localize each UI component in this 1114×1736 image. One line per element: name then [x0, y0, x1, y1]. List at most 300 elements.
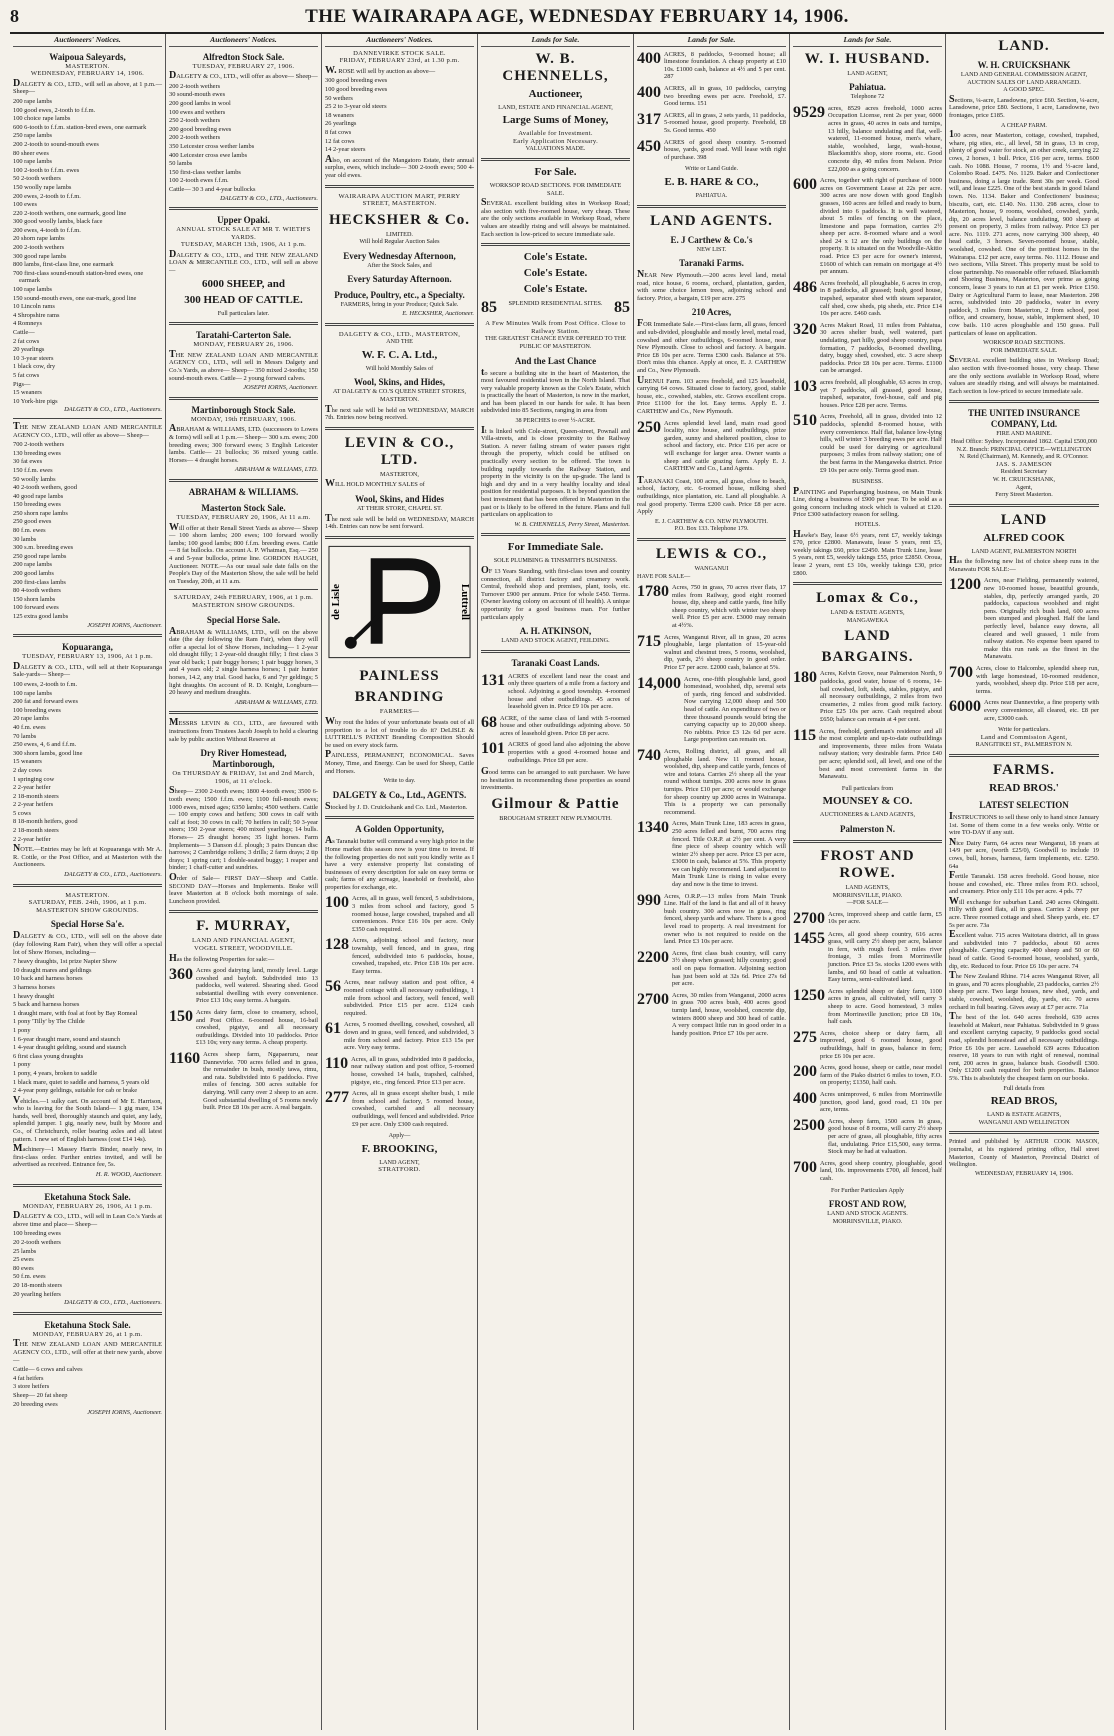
- stock-item: 100 breeding ewes: [13, 706, 61, 714]
- column-2: [166, 34, 322, 1730]
- ad-body: After the Stock Sales, and: [367, 261, 432, 269]
- sale-text: Acres, 5 roomed dwelling, cowshed, cowshed, all down and in grass, well fenced, and subdivided, 3 mile from school and factory. Price £13 15s per acre. Very easy terms.: [344, 1021, 474, 1052]
- stock-item: 300 good rape lambs: [13, 252, 67, 260]
- column-4: [478, 34, 634, 1730]
- sale-number: 14,000: [637, 674, 681, 692]
- sale-entry: [325, 937, 474, 975]
- column-header: Lands for Sale.: [637, 34, 786, 47]
- sale-entry: [949, 665, 1099, 695]
- column-3: [322, 34, 478, 1730]
- sale-entry: [793, 1160, 942, 1183]
- sale-entry: [637, 139, 786, 162]
- ad-body: Head Office: Sydney. Incorporated 1862. Capital £500,000: [950, 437, 1098, 445]
- sale-text: Acres, Rolling district, all grass, and all ploughable land. New 11 roomed house, woolshed, dip, sheep and cattle yards, fences of wire and totara. Carries 2½ sheep all the year round without turnips. 200 acres now in grass turnips. Price £10 per acre; or would exchange for sheep country up 2000 acres in Wairarapa. This is a property we can personally recommend.: [664, 747, 786, 816]
- ad-subtitle: LAND & ESTATE AGENTS,: [986, 1111, 1062, 1119]
- stock-item: 200 2-tooth wethers: [13, 244, 65, 252]
- sale-text: ACRES of excellent land near the coast and only three quarters of a mile from a factory and school. Adjoining a good township. 4-roomed house and other outbuildings. 45 acres of leasehold given in. Price £9 10s per acre.: [508, 672, 630, 711]
- ad-place: MASTERTON.: [65, 62, 110, 70]
- sale-list: [793, 105, 942, 474]
- ad-body: OF 13 Years Standing, with first-class town and country connection, all district factory and creamery work. Central, freehold shop and premises, plant, tools, etc. Turnover £900 per annum. Price for whole £450. Terms. (Owner leaving colony on account of ill health). A unique opportunity for a good business man. For further particulars apply: [481, 564, 630, 621]
- ad-firm: MOUNSEY & CO.: [822, 795, 913, 808]
- stock-item: 50 woolly lambs: [13, 475, 56, 483]
- ad-body: As Taranaki butter will command a very high price in the Home market this season now is your time to invest. If the following properties do not suit you kindly write as I have a very extensive property list consisting of businesses of every description for sale on easy terms or cash; farms of any acreage, leasehold or freehold, also properties for exchange, etc.: [325, 835, 474, 891]
- sale-number: 400: [637, 49, 661, 67]
- ad-place: MANGAWEKA: [846, 616, 889, 624]
- stock-item: 200 2-tooth to sound-mouth ewes: [13, 140, 99, 148]
- ad-signature: JAS. S. JAMESON: [995, 460, 1053, 468]
- divider: [13, 1312, 162, 1315]
- divider: [637, 538, 786, 541]
- sale-number: 61: [325, 1020, 341, 1038]
- stock-item: 3 harness horses: [13, 983, 55, 991]
- ad-body: N. Reid (Chairman), M. Kennedy, and R. O'Connor.: [959, 453, 1089, 461]
- stock-item: 80 ewes: [13, 1264, 34, 1272]
- ad-signature: E. J. CARTHEW & CO. NEW PLYMOUTH.: [655, 517, 768, 525]
- ad-subtitle: BUSINESS.: [852, 478, 883, 486]
- stock-item: 150 f.f.m. ewes: [13, 466, 53, 474]
- stock-item: 26 yearlings: [325, 120, 357, 128]
- column-6: [790, 34, 946, 1730]
- stock-item: 200 good lambs in wool: [169, 99, 231, 107]
- sale-text: acres freehold, all ploughable, 63 acres in crop, yet 7 paddocks, all grassed, good house, trapshed, separator, fowl-house, calf and pig houses. Price £28 per acre. Terms.: [820, 378, 942, 409]
- ad-subtitle: Auctioneer,: [528, 87, 583, 100]
- ad-body: Write to day.: [383, 777, 416, 785]
- stock-item: 200 fat and forward ewes: [13, 698, 78, 706]
- sale-entry: [949, 577, 1099, 661]
- ad-title: A Golden Opportunity,: [355, 824, 444, 835]
- ad-subtitle: Agent,: [1015, 483, 1033, 491]
- sale-entry: [325, 1090, 474, 1128]
- sale-number: 100: [325, 894, 349, 912]
- sale-text: Acres, all in grass, subdivided into 8 paddocks, near railway station and post office, 5-roomed house, cowshed 14 bails, trapshed, calfshed, pigstye, etc., ring fenced. Price £13 per acre.: [351, 1055, 474, 1086]
- divider: [949, 754, 1099, 757]
- ad-intro: INSTRUCTIONS to sell these only to hand since January 1st. Some of them come in a few weeks only. Write or wire TO-DAY if any suit.: [949, 810, 1099, 837]
- sale-text: Acres, sheep farm, 1500 acres in grass, good house of 8 rooms, will carry 2½ sheep per acre of grass, all ploughable, fifty acres flat, undulating. Price £15,500, easy terms. Stock may be had at valuation.: [828, 1117, 942, 1156]
- ad-body: SEVERAL excellent building sites in Worksop Road; also section with five-roomed house, very cheap. These are the only sections available in Worksop Road, where values are steadily rising and will always be maintained. Each section is low-priced to secure immediate sale.: [481, 197, 630, 238]
- ad-body: Write for particulars.: [998, 726, 1050, 734]
- stock-item: 250 shorn rape lambs: [13, 509, 68, 517]
- stock-item: 1 black mare, quiet to saddle and harness, 5 years old: [13, 1078, 150, 1086]
- sale-entry: [169, 1009, 318, 1047]
- ad-title: Upper Opaki.: [217, 215, 270, 226]
- ad-subtitle: ANNUAL STOCK SALE AT MR T. WIETH'S YARDS.: [176, 226, 311, 241]
- sale-text: Acres, improved sheep and cattle farm, £5 10s per acre.: [828, 910, 942, 926]
- sale-entry: [637, 420, 786, 473]
- divider: [949, 400, 1099, 403]
- ad-firm: DALGETY & Co., Ltd., AGENTS.: [332, 789, 467, 800]
- sale-text: Acres, near Fielding, permanently watered, new 10-roomed house, beautiful grounds, stables, dip, perfectly arranged yards, 20 paddocks, capacious woolshed and night pens. Originally rich bush land, 600 acres been stumped and ploughed. Half the land perfectly level, balance easy downs, all cleared and well grassed, 1 mile from railway station. No expense been spared to make this run rank as the finest in the Manawatu.: [984, 577, 1099, 661]
- sale-number: 277: [325, 1089, 349, 1107]
- ad-highlight: And the Last Chance: [514, 355, 597, 366]
- divider: [325, 536, 474, 539]
- sale-text: Acres, freehold, gentleman's residence and all the most complete and up-to-date outbuildings and improvements, three miles from Waiata railway station; very desirable farm. Price £40 per acre; splendid soil, all level, and one of the best and most convenient farms in the Manawatu.: [819, 727, 942, 781]
- sale-number: 110: [325, 1054, 349, 1072]
- ad-place: Ferry Street Masterton.: [995, 491, 1053, 499]
- column-1: [10, 34, 166, 1730]
- ad-intro: Has the following Properties for sale:—: [169, 952, 275, 964]
- ad-signature: FROST AND ROW,: [828, 1199, 907, 1210]
- stock-item: 18 weaners: [325, 111, 354, 119]
- stock-item: 20 breeding ewes: [13, 1400, 58, 1408]
- ad-body: Sections, ¼-acre, Lansdowne, price £60. Section, ¼-acre, Lansdowne, price £80. Sections, 1 acre, Lansdowne, two frontages, price £185.: [949, 93, 1099, 119]
- sale-number: 56: [325, 978, 341, 996]
- stock-item: 200 good breeding ewes: [169, 125, 232, 133]
- sale-number: 9529: [793, 103, 825, 121]
- ad-note: The next sale will be held on WEDNESDAY, MARCH 7th. Entries now being received.: [325, 403, 474, 422]
- stock-list: [13, 758, 162, 843]
- stock-label: Cattle—: [13, 329, 35, 336]
- divider: [169, 711, 318, 714]
- ad-date: FRIDAY, FEBRUARY 23rd, at 1.30 p.m.: [339, 57, 460, 65]
- sale-entry: [793, 670, 942, 723]
- ad-place: MASTERTON.: [65, 891, 110, 899]
- stock-item: 700 2-tooth wethers: [13, 441, 65, 449]
- sale-number: 2700: [637, 990, 669, 1008]
- stock-item: 4 fat heifers: [13, 1374, 44, 1382]
- sale-entry: [793, 177, 942, 276]
- stock-item: 2 2-year heifers: [13, 801, 54, 809]
- ad-place: AT THEIR STORE, CHAPEL ST.: [357, 505, 442, 512]
- ad-body: Will hold Regular Auction Sales: [359, 238, 440, 246]
- ad-place: RANGITIKEI ST., PALMERSTON N.: [975, 741, 1073, 749]
- sale-list: [637, 51, 786, 162]
- ad-firm: ALFRED COOK: [983, 531, 1065, 544]
- ad-subtitle: HOTELS.: [854, 521, 881, 529]
- stock-list: [13, 338, 162, 380]
- sale-entry: [481, 673, 630, 711]
- sale-text: Acres, all good sheep country, 616 acres grass, will carry 2½ sheep per acre, balance in fern, with rough feed. 3 miles river frontage, 3 miles from Morrinsville junction. Price £3 5s. stocks 1200 ewes with lambs, and 60 head of cattle at valuation. Easy terms, semi-cultivated land.: [828, 930, 942, 984]
- ad-body: Sheep— 2300 2-tooth ewes; 1800 4-tooth ewes; 3500 6-tooth ewes; 1500 f.f.m. ewes; 1100 full-mouth ewes; 1000 ewes, mixed ages; 6350 lambs; 4500 wethers. Cattle— 100 empty cows and heifers; 300 cows in calf with calf at foot; 30 cows in calf; 70 heifers in calf; 50 3-year steers; 150 2-year steers; 400 mixed yearlings; 14 bulls. Horses— 25 draught horses; 35 light horses. Farm Implements— 3 Danson d.f. plough; 3 pairs Duncan disc harrows; 2 Cambridge rollers; 3 drills; 2 farm drays; 2 tip drays; 1 spring cart; 1 double-seated buggy; 1 reaper and binder; 1 chaff-cutter and sundries.: [169, 785, 318, 872]
- ad-intro: THE NEW ZEALAND LOAN AND MERCANTILE AGENCY CO., LTD., will offer at their new yards, above—: [13, 1338, 162, 1364]
- ad-title: LAND: [844, 628, 891, 645]
- sale-entry: [949, 699, 1099, 722]
- stock-item: 25 lambs: [13, 1247, 37, 1255]
- ad-body: 100 acres, near Masterton, cottage, cowshed, trapshed, whare, pig sties, etc., all level, 58 in grass, 13 in crop, plenty of good water for stock, an other creek, carrying 22 cows, 2 horses, 1 bull. Price, £16 per acre, terms. £600 cash. No 1088. House, 7 rooms, 1½ and ½-acre land, Colombo Road. £475. No. 1129. Baker and Confectioner business, doing a large trade. Rent 30s per week. Good will, and lease £225. One of the best stands in good Island town. No. 1134. Baker and Confectioners' business; biscuits, cart, etc. £140. No. 1130. 298 acres, close to Masterton, house, 9 rooms, woolshed, cowshed, yards, dip, 20 acres level, balance undulating, 900 sheep at present on property, 3 miles from railway. Price £3 per acre. No. 1119. 271 acres, now carrying 300 sheep, 40 head cattle, 3 horses. Seven-roomed house, stable, woolshed, cowshed. One of the prettiest homes in the Wairarapa. £12 per acre, easy terms. No. 1112. House and two sections, Villa Street. This property must be sold to close partnership. No reasonable offer refused. Blacksmith and Shoeing Business, Masterton, over prime as going concern, lease 3 years to run at £1 per week. Price £150. Dairy or Agricultural Farm to lease, near Masterton. 298 acres, subdivided into 20 paddocks, water in every paddock, 3 miles from Masterton, 2 from school, post office, and creamery, house, stable, implement shed, 10 cow bails. 110 acres ploughable and 150 grass. Full particulars of lease on application.: [949, 129, 1100, 337]
- stock-item: 14 2-year steers: [325, 146, 366, 154]
- ad-date: MONDAY, 19th FEBRUARY, 1906.: [190, 415, 297, 423]
- ad-highlight: 210 Acres,: [691, 307, 732, 318]
- stock-item: 1 pony, 4 years, broken to saddle: [13, 1069, 98, 1077]
- ad-title: Masterton Stock Sale.: [201, 502, 286, 513]
- ad-subtitle: SOLE PLUMBING & TINSMITH'S BUSINESS.: [493, 557, 618, 565]
- sale-entry: [637, 748, 786, 816]
- stock-item: 10 Lincoln rams: [13, 303, 55, 311]
- stock-item: 100 ewes: [13, 201, 37, 209]
- ad-signature: DALGETY & CO., LTD., Auctioneers.: [64, 871, 162, 879]
- stock-item: 10 3-year steers: [13, 354, 54, 362]
- ad-title: DANNEVIRKE STOCK SALE.: [353, 49, 446, 57]
- sale-number: 180: [793, 669, 817, 687]
- ad-signature: ABRAHAM & WILLIAMS, LTD.: [234, 698, 318, 706]
- sale-number: 85: [614, 299, 630, 317]
- stock-item: 300 s.m. breeding ewes: [13, 544, 74, 552]
- divider: [169, 479, 318, 482]
- stock-item: 100 rape lambs: [13, 286, 53, 294]
- sale-text: Acres freehold, all ploughable, 6 acres in crop, in 8 paddocks, all grassed; bush, good house, trapshed, separator shed with steam separator, calf shed, cow sheds, pig sheds, etc. Price £14 10s per acre. £460 cash.: [820, 279, 942, 318]
- ad-date: TUESDAY, MARCH 13th, 1906, At 1 p.m.: [180, 241, 307, 249]
- sale-text: Acres, good house, sheep or cattle, near model farm of the Piako district 6 miles to town, F.O. on property; £1350, half cash.: [820, 1064, 942, 1087]
- sale-entry: [793, 280, 942, 318]
- divider: [169, 589, 318, 590]
- stock-list: [13, 1230, 162, 1281]
- ad-firm: LEWIS & CO.,: [655, 545, 768, 562]
- ad-intro: DALGETY & CO., LTD., will sell as above, at 1 p.m.— Sheep—: [13, 77, 162, 96]
- sale-text: Acres, near railway station and post office, 4 roomed cottage with all necessary outbuildings, 1 mile from school and factory, well fenced, well subdivided. Price £15 per acre. £124 cash required.: [344, 979, 474, 1017]
- farm-list: [949, 836, 1099, 1083]
- column-7: [946, 34, 1102, 1730]
- sale-number: 990: [637, 891, 661, 909]
- stock-item: 10 York-hire pigs: [13, 397, 58, 405]
- ad-place: MASTERTON SHOW GROUNDS.: [36, 906, 139, 914]
- stock-item: 2 18-month steers: [13, 827, 59, 835]
- ad-body: to secure a building site in the heart of Masterton, the most favoured residential town in the North Island. That very valuable property known as the Cole's Estate, which is practically the heart of Masterton, is now in the market, and has been placed in our hands for sale. It has been subdivided into 85 Sections, ranging in area from: [481, 366, 630, 415]
- ad-intro: THE NEW ZEALAND LOAN AND MERCANTILE AGENCY CO., LTD., will offer as above— Sheep—: [13, 420, 162, 439]
- ad-title: Eketahuna Stock Sale.: [44, 1319, 131, 1330]
- sale-text: Acres, one-fifth ploughable land, good homestead, woolshed, dip, several sets of yards, ring fenced and subdivided. Now carrying 12,000 sheep and 500 head of cattle. An expenditure of two or three thousand pounds would bring the carrying capacity up to 20,000 sheep. No rabbits. Price £3 12s 6d per acre. Large proportion can remain on.: [684, 675, 786, 744]
- ad-firm: A. H. ATKINSON,: [519, 626, 592, 637]
- divider: [325, 323, 474, 326]
- ad-signature: DALGETY & CO., LTD., Auctioneers.: [220, 194, 318, 202]
- divider: [13, 634, 162, 637]
- sale-number: 317: [637, 110, 661, 128]
- ad-subtitle: LIMITED.: [386, 230, 413, 238]
- divider: [949, 1131, 1099, 1134]
- farm-listing: The best of the lot. 640 acres freehold, 639 acres leasehold at Makuri, near Pahiatua. Subdivided in 9 grass and excellent carrying capacity, 9 paddocks good social road, splendid homestead and all necessary outbuildings. Price £6 10s per acre. Leasehold 639 acres Education reserve, 18 years to run with right of renewal, nominal rent, 200 acres in grass, balance bush. Goodwill £300. Only £1200 cash required for both properties. Balance 5%. This is absolutely the cheapest farm on our books.: [949, 1011, 1099, 1082]
- ad-highlight: 300 HEAD OF CATTLE.: [184, 293, 303, 306]
- sale-entry: [169, 1051, 318, 1112]
- ad-title: BARGAINS.: [821, 649, 914, 666]
- sale-number: 250: [637, 418, 661, 436]
- sale-entry: [793, 1064, 942, 1087]
- stock-item: 20 2-tooth wethers: [13, 1239, 61, 1246]
- sale-entry: [793, 105, 942, 173]
- ad-body: ABRAHAM & WILLIAMS, LTD., will on the above date (the day following the Ram Fair), when they will offer a special lot of Show Horses, including— 1 2-year old draught filly; 1 2-year-old draught filly; 1 first class 3 year old back; 1 pair buggy horses; 1 pair buggy horses, 3 and 4 years old; 2 single harness horses; 1 pair hunter horses, 14.2, any trial. Good hacks, 6 and 7yr geldings; 5 light draughts. On account of R. D. Knight, Longburn— 20 heavy and medium draughts.: [169, 625, 318, 697]
- ad-firm: E. J Carthew & Co.'s: [670, 234, 753, 245]
- stock-item: 8 fat cows: [325, 128, 352, 136]
- ad-intro: Has the following new list of choice sheep runs in the Manawatu FOR SALE:—: [949, 555, 1099, 573]
- sale-number: 2700: [793, 909, 825, 927]
- ad-highlight: Wool, Skins, and Hides: [355, 494, 444, 504]
- divider: [481, 158, 630, 161]
- sale-number: 1200: [949, 576, 981, 594]
- ad-note: Full particulars later.: [217, 309, 270, 317]
- ad-highlight: Wool, Skins, and Hides,: [353, 377, 446, 388]
- ad-body: Write or Land Guide.: [684, 165, 738, 173]
- ad-subtitle: LAND AGENTS,: [845, 883, 890, 891]
- ad-subtitle: LAND, ESTATE AND FINANCIAL AGENT,: [498, 103, 613, 111]
- stock-item: 30 lambs: [13, 535, 37, 543]
- sale-number: 275: [793, 1028, 817, 1046]
- ad-firm: THE UNITED INSURANCE COMPANY, Ltd.: [967, 408, 1081, 430]
- divider: [325, 427, 474, 430]
- divider: [13, 884, 162, 887]
- stock-item: Cattle— 6 cows and calves: [13, 1366, 83, 1374]
- sale-text: acres, 8529 acres freehold, 1000 acres Occupation License, rent 2s per year, 6000 acres in grass, 40 acres in oats and turnips, 13 hilly, balance undulating and flat, well-watered, 11-roomed house, men's whare, stable, woolshed, large, wash-house, Blacksmith's shop, store rooms, etc. Good concrete dip, 40 miles from Nelson. Price £22,000 as a going concern.: [828, 104, 942, 173]
- ad-body: VALUATIONS MADE.: [525, 145, 586, 153]
- stock-item: 200 rape lambs: [13, 561, 53, 569]
- ad-highlight: Every Saturday Afternoon.: [347, 274, 452, 285]
- stock-item: 10 back and harness horses: [13, 975, 83, 983]
- stock-item: 25 ewes: [13, 1256, 34, 1264]
- ad-body: Available for Investment.: [518, 130, 593, 138]
- sale-number: 2200: [637, 948, 669, 966]
- divider: [793, 582, 942, 585]
- stock-item: 8 18-month heifers, good: [13, 818, 78, 826]
- stock-list: [13, 98, 162, 328]
- ad-body: Why rout the hides of your unfortunate beasts out of all proportion to a lot of trouble to do it? DeLISLE & LUTTRELL'S PATENT Branding Composition Should be used on every stock farm.: [325, 715, 474, 749]
- sale-entry: [637, 85, 786, 108]
- ad-note: Order of Sale— FIRST DAY—Sheep and Cattle. SECOND DAY—Horses and Implements. Brake will leave Masterton at 8 o'clock both mornings of sale. Luncheon provided.: [169, 871, 318, 905]
- sale-text: Acres splendid level land, main road good locality, nice house, and outbuildings, prize garden, sunny and sheltered position, close to school and factory, etc. Price £16 per acre or will exchange for larger area. Owner wants a sheep and cattle grazing farm. Apply E. J. CARTHEW and Co., Land Agents.: [664, 419, 786, 473]
- ad-date: TUESDAY, FEBRUARY 27, 1906.: [192, 62, 295, 70]
- divider: [481, 533, 630, 536]
- ad-place: MORRINSVILLE, PIAKO.: [832, 891, 903, 899]
- ad-body: THE GREATEST CHANCE EVER OFFERED TO THE PUBLIC OF MASTERTON.: [484, 335, 627, 350]
- ad-firm: F. BROOKING,: [361, 1142, 438, 1155]
- divider: [169, 322, 318, 325]
- ad-subtitle: LAND AGENT,: [379, 1158, 420, 1166]
- ad-body: N.Z. Branch: PRINCIPAL OFFICE—WELLINGTON: [956, 445, 1092, 453]
- ad-title: For Immediate Sale.: [507, 541, 604, 554]
- sale-number: 101: [481, 740, 505, 758]
- sale-list: [325, 895, 474, 1128]
- stock-item: 200 ewes, 2-tooth to f.f.m.: [13, 192, 81, 200]
- sale-entry: [481, 741, 630, 764]
- ad-subtitle: LAND AGENT, PALMERSTON NORTH: [971, 547, 1077, 555]
- ad-title: Waipoua Saleyards,: [49, 51, 126, 62]
- ad-body: Vehicles.—1 sulky cart. On account of Mr E. Harrison, who is leaving for the South Island— 1 gig mare, 134 hands, well bred, thoroughly staunch and quiet, any lady, splendid jumper. 1 gig, nearly new, built by Moore and Co., of Christchurch, roller bearing axles and all latest pattern. 1 new set of English harness (cost £14 14s).: [13, 1094, 162, 1143]
- ad-signature: READ BROS,: [990, 1095, 1058, 1108]
- sale-number: 360: [169, 966, 193, 984]
- sale-entry: [637, 634, 786, 672]
- sale-text: Acres, all in grass, well fenced, 5 subdivisions, 3 miles from school and factory, good 5 roomed house, large cowshed, trapshed and all conveniences. Price £16 10s per acre. Only £350 cash required.: [352, 895, 474, 933]
- sale-number: 1160: [169, 1050, 201, 1068]
- sale-entry: [793, 931, 942, 984]
- ad-body: THE NEW ZEALAND LOAN AND MERCANTILE AGENCY CO., LTD., will sell in Messrs Dalgety and Co.'s Yards, as above— Sheep— 350 mixed 2-tooths; 150 sound-mouth ewes. Cattle— 2 young forward calves.: [169, 348, 318, 382]
- ad-contact: Telephone 72: [850, 93, 885, 101]
- stock-item: 2 2-year heifer: [13, 835, 51, 843]
- sale-list: [793, 670, 942, 780]
- imprint: Printed and published by ARTHUR COOK MASON, journalist, at his registered printing office, Hall street Masterton, County of Masterton, Provincial District of Wellington.: [949, 1139, 1099, 1169]
- stock-item: 1 draught mare, with foal at foot by Bay Romeal: [13, 1009, 138, 1017]
- stock-list: [169, 83, 318, 194]
- sale-text: Acres unimproved, 6 miles from Morrinsville junction, good land, good road, £1 10s per acre, terms.: [820, 1090, 942, 1114]
- ad-subtitle: LAND AND STOCK AGENT, FEILDING.: [501, 637, 610, 645]
- stock-item: 20 shorn rape lambs: [13, 235, 65, 243]
- ad-firm: READ BROS.': [989, 781, 1059, 794]
- ad-title: LAND AGENTS.: [650, 212, 773, 229]
- stock-item: 200 ewes, 4-tooth to f.f.m.: [13, 226, 81, 234]
- sale-number: 700: [949, 664, 973, 681]
- stock-item: 15 weaners: [13, 389, 42, 397]
- sale-entry: [481, 715, 630, 738]
- stock-item: 250 good ewes: [13, 518, 52, 526]
- ad-body: DALGETY & CO., LTD., and THE NEW ZEALAND LOAN & MERCANTILE CO., LTD., will sell as above—: [169, 248, 318, 275]
- ad-body: FARMERS, bring in your Produce; Quick Sale.: [340, 301, 459, 309]
- sale-text: ACRES, 8 paddocks, 9-roomed house; all limestone foundation. A cheap property at £10 10s. £1000 cash, balance at 4½ and 5 per cent. 287: [664, 50, 786, 81]
- stock-item: 2 18-month steers: [13, 792, 59, 800]
- sale-number: 115: [793, 726, 817, 744]
- ad-place: AT DALGETY & CO.'S QUEEN STREET STORES, MASTERTON.: [332, 388, 467, 404]
- sale-number: 400: [637, 83, 661, 101]
- stock-list: [13, 389, 162, 405]
- divider: [169, 910, 318, 913]
- ad-date: MONDAY, FEBRUARY 26, 1906, At 1 p.m.: [22, 1202, 153, 1210]
- stock-item: 300 good breeding ewes: [325, 77, 388, 85]
- sale-entry: [793, 1030, 942, 1060]
- ad-title: Eketahuna Stock Sale.: [44, 1191, 131, 1202]
- column-header: Auctioneers' Notices.: [169, 34, 318, 47]
- sale-list: [793, 911, 942, 1183]
- ad-subtitle: LAND AGENT,: [847, 69, 888, 77]
- sale-number: 450: [637, 137, 661, 155]
- stock-item: 100 2-tooth ewes f.f.m.: [169, 177, 229, 185]
- stock-item: 40 good rape lambs: [13, 492, 64, 500]
- ad-title: Cole's Estate.: [523, 267, 588, 280]
- ad-subtitle: FIRE AND MARINE.: [996, 430, 1052, 438]
- ad-title: Special Horse Sale.: [206, 614, 281, 625]
- ad-title: LAND.: [998, 38, 1050, 54]
- ad-body: PAINTING and Paperhanging business, on Main Trunk Line, doing a business of £900 per year. To be sold as a going concern including stock which is valued at £120. Price £300 satisfactory reason for selling.: [793, 485, 942, 519]
- ad-subtitle: WORKSOP ROAD SECTIONS. FOR IMMEDIATE SALE.: [489, 181, 622, 197]
- page-number: 8: [10, 6, 19, 26]
- divider: [169, 207, 318, 210]
- ad-place: Palmerston N.: [840, 823, 895, 834]
- ad-subtitle: A CHEAP FARM.: [1001, 121, 1047, 129]
- ad-signature: JOSEPH IORNS, Auctioneer.: [87, 1409, 162, 1417]
- sale-text: Acres Makuri Road, 11 miles from Pahiatua, 30 acres shelter bush, well watered, part undulating, part hilly, good sheep country, papa formation, 7 paddocks, 8-roomed dwelling, dairy, buggy shed, cowshed, etc. 3 acre sheep paddocks. Price £8 10s per acre. Terms. £1100 can be arranged.: [820, 321, 942, 375]
- stock-item: 5 back and harness horses: [13, 1001, 80, 1009]
- ad-title: For Sale.: [534, 165, 577, 178]
- stock-item: 200 2-tooth wethers: [169, 134, 221, 142]
- ad-place: BROUGHAM STREET NEW PLYMOUTH.: [499, 815, 612, 823]
- stock-item: 12 fat cows: [325, 137, 355, 145]
- stock-item: 150 first-class wether lambs: [169, 168, 241, 176]
- stock-item: 700 first-class sound-mouth station-bred ewes, one earmark: [13, 269, 144, 285]
- stock-item: 125 extra good lambs: [13, 613, 69, 620]
- column-header: Lands for Sale.: [793, 34, 942, 47]
- stock-item: 1 6-year draught mare, sound and staunch: [13, 1035, 121, 1043]
- ad-body: A Few Minutes Walk from Post Office. Close to Railway Station.: [485, 320, 626, 335]
- ad-date: MONDAY, FEBRUARY 26, 1906.: [193, 341, 294, 349]
- ad-body: PAINLESS, PERMANENT, ECONOMICAL. Saves Money, Time, and Energy. Can be used for Sheep, Cattle and Horses.: [325, 749, 474, 775]
- stock-item: 130 breeding ewes: [13, 449, 61, 457]
- ad-body: Full particulars from: [841, 784, 894, 792]
- sale-number: 510: [793, 412, 817, 430]
- ad-place: Pahiatua.: [849, 82, 886, 93]
- stock-label: Pigs—: [13, 380, 31, 388]
- sale-number: 103: [793, 377, 817, 395]
- ad-date: SATURDAY, FEB. 24th, 1906, at 1 p.m.: [28, 899, 147, 907]
- sale-text: Acres, good sheep country, ploughable, good land, 10s. improvements £700, all fenced, half cash.: [820, 1159, 942, 1182]
- stock-item: 25 2 to 3-year old steers: [325, 103, 387, 111]
- sale-entry: [793, 322, 942, 375]
- ad-subtitle: FARMERS—: [379, 708, 420, 716]
- stock-item: 15 weaners: [13, 758, 42, 766]
- stock-item: 200 2-tooth wethers: [169, 82, 221, 90]
- ad-subtitle: AUCTIONEERS & LAND AGENTS,: [819, 811, 916, 819]
- ad-firm: Gilmour & Pattie: [491, 796, 620, 813]
- masthead: [10, 6, 1104, 34]
- ad-contact: P.O. Box 133. Telephone 179.: [674, 525, 749, 533]
- sale-number: 2500: [793, 1116, 825, 1134]
- ad-date: TUESDAY, FEBRUARY 13, 1906, At 1 p.m.: [22, 653, 153, 661]
- ad-title: Cole's Estate.: [523, 283, 588, 296]
- sale-entry: [637, 950, 786, 988]
- ad-subtitle: NEW LIST.: [696, 245, 727, 253]
- ad-body: TARANAKI Coast, 100 acres, all grass, close to beach, school, factory, etc. 6-roomed house, milking shed outbuildings, nice plantation, etc. Land all ploughable. A real good property. Terms £200 cash. Price £8 per acre. Apply: [637, 474, 786, 516]
- sale-text: Acres, first class bush country, will carry 3½ sheep when grassed; hilly country; good soil on papa formation. Adjoining section has just been sold at 32s 6d. Price 27s 6d per acre.: [672, 949, 786, 988]
